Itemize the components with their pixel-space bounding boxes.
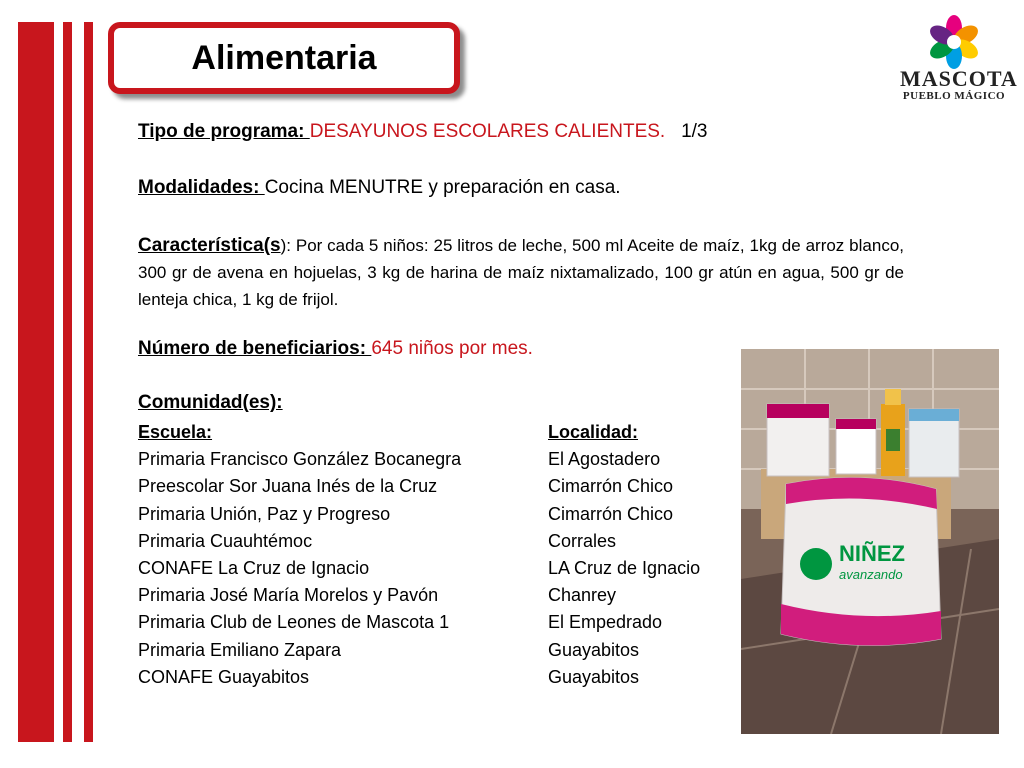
logo-subtitle: PUEBLO MÁGICO — [902, 90, 1006, 102]
page-counter: 1/3 — [681, 121, 708, 142]
col-localidad-header: Localidad: — [548, 422, 639, 442]
beneficiarios-value: 645 niños por mes. — [371, 338, 533, 359]
school-name: Primaria Cuauhtémoc — [138, 530, 313, 551]
school-name: Primaria Club de Leones de Mascota 1 — [138, 612, 450, 633]
school-name: CONAFE Guayabitos — [138, 666, 310, 687]
school-name: Primaria Unión, Paz y Progreso — [138, 503, 391, 524]
bag-label: NIÑEZ — [839, 541, 905, 566]
page-title: Alimentaria — [191, 38, 377, 77]
bag-sublabel: avanzando — [839, 567, 903, 582]
school-name: Preescolar Sor Juana Inés de la Cruz — [138, 476, 438, 497]
mascota-logo — [900, 14, 1018, 104]
food-package-photo — [741, 349, 999, 734]
school-locality: Guayabitos — [548, 639, 640, 660]
school-name: Primaria Emiliano Zapara — [138, 639, 342, 660]
programa-label: Tipo de programa: — [138, 121, 310, 142]
school-locality: Corrales — [548, 530, 617, 551]
decor-stripe-wide — [18, 22, 54, 742]
title-box — [108, 22, 460, 94]
school-locality: LA Cruz de Ignacio — [548, 558, 701, 579]
caracteristicas-value: ): Por cada 5 niños: 25 litros de leche, 500 ml Aceite de maíz, 1kg de arroz blanco, 300 gr de avena en hojuelas, 3 kg de harina de maíz nixtamalizado, 100 gr atún en agua, 500 gr de lenteja chica, 1 kg de frijol. — [138, 236, 904, 309]
school-name: Primaria José María Morelos y Pavón — [138, 585, 439, 606]
beneficiarios-label: Número de beneficiarios: — [138, 338, 372, 359]
food-package-illustration — [741, 349, 999, 734]
school-locality: Cimarrón Chico — [548, 476, 674, 497]
school-locality: Chanrey — [548, 585, 617, 606]
decor-stripe-thin-1 — [63, 22, 72, 742]
school-name: Primaria Francisco González Bocanegra — [138, 449, 462, 470]
col-escuela-header: Escuela: — [138, 422, 213, 442]
flower-icon — [900, 14, 1008, 70]
school-locality: Cimarrón Chico — [548, 503, 674, 524]
modalidades-label: Modalidades: — [138, 177, 265, 198]
modalidades-line — [138, 176, 904, 200]
decor-stripe-thin-2 — [84, 22, 93, 742]
school-locality: El Empedrado — [548, 612, 663, 633]
school-locality: Guayabitos — [548, 666, 640, 687]
modalidades-value: Cocina MENUTRE y preparación en casa. — [264, 177, 621, 198]
school-name: CONAFE La Cruz de Ignacio — [138, 558, 370, 579]
programa-line — [138, 120, 904, 144]
caracteristicas-paragraph — [138, 232, 904, 313]
logo-name: MASCOTA — [900, 66, 1018, 91]
caracteristicas-label: Característica(s — [138, 235, 281, 256]
comunidades-label: Comunidad(es): — [138, 392, 283, 413]
programa-value: DESAYUNOS ESCOLARES CALIENTES. — [309, 121, 666, 142]
school-locality: El Agostadero — [548, 449, 661, 470]
